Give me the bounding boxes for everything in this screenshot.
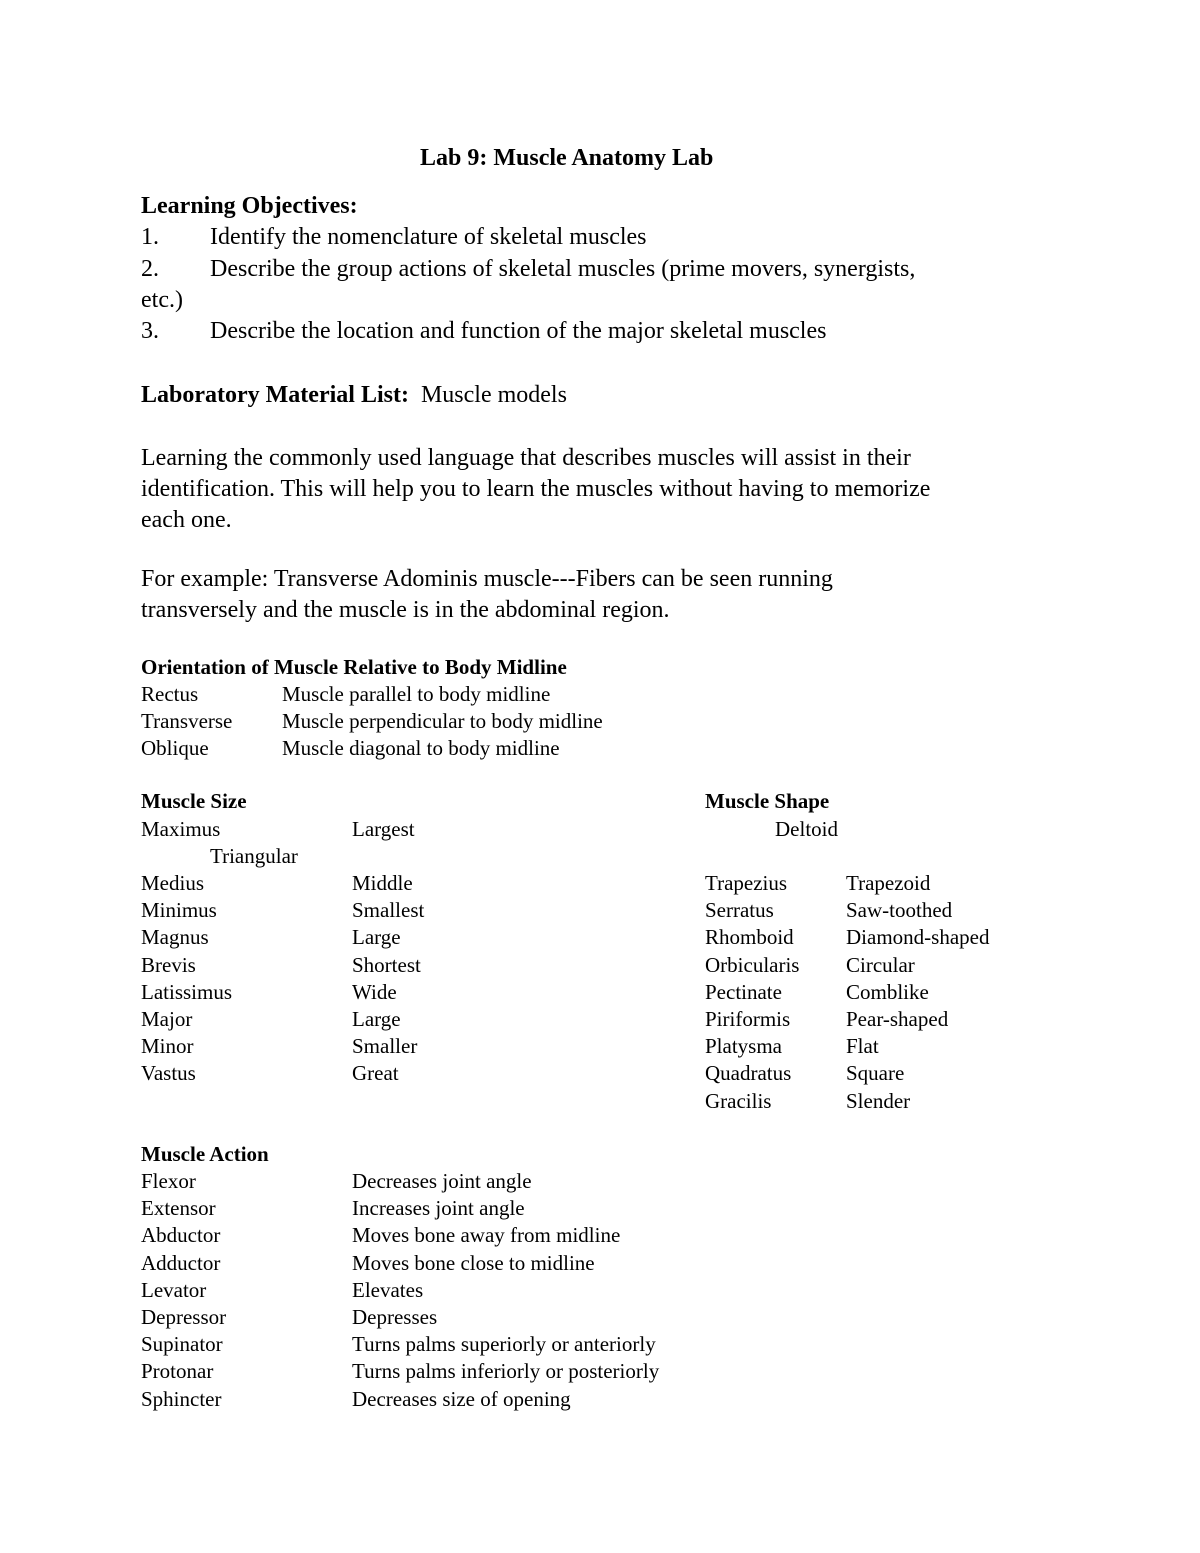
term-cell: Trapezius (705, 871, 788, 895)
term-cell: Quadratus (705, 1061, 792, 1086)
description-cell: Muscle parallel to body midline (282, 682, 551, 706)
term-cell: Minimus (141, 898, 217, 923)
shape-heading: Muscle Shape (705, 789, 830, 813)
description-cell: Turns palms inferiorly or posteriorly (352, 1359, 660, 1384)
term-cell: Protonar (141, 1359, 214, 1384)
description-cell: Comblike (846, 979, 929, 1004)
term-cell: Latissimus (141, 979, 233, 1004)
objective-text: Identify the nomenclature of skeletal muscles (210, 224, 647, 250)
materials-line (141, 380, 567, 411)
description-cell: Flat (846, 1034, 879, 1059)
size-heading: Muscle Size (141, 789, 247, 813)
term-cell: Maximus (141, 817, 221, 841)
term-cell: Transverse (141, 709, 233, 733)
description-cell: Trapezoid (846, 871, 931, 895)
action-heading: Muscle Action (141, 1142, 269, 1166)
description-cell: Decreases joint angle (352, 1169, 532, 1193)
description-cell: Square (846, 1061, 905, 1086)
term-cell: Rectus (141, 682, 199, 706)
description-cell: Turns palms superiorly or anteriorly (352, 1332, 656, 1357)
intro-line: each one. (141, 507, 232, 533)
description-cell: Wide (352, 979, 397, 1004)
description-cell: Large (352, 925, 401, 950)
objective-text: Describe the location and function of the major skeletal muscles (210, 318, 827, 344)
term-cell: Sphincter (141, 1386, 222, 1411)
objective-number: 1. (141, 224, 159, 250)
description-cell: Middle (352, 871, 413, 895)
intro-line: identification. This will help you to learn the muscles without having to memorize (141, 476, 931, 502)
description-cell: Slender (846, 1088, 911, 1113)
description-cell: Elevates (352, 1277, 424, 1302)
page-title: Lab 9: Muscle Anatomy Lab (420, 145, 714, 171)
description-cell: Saw-toothed (846, 898, 953, 923)
description-cell: Decreases size of opening (352, 1386, 571, 1411)
term-cell: Levator (141, 1277, 207, 1302)
description-cell: Muscle perpendicular to body midline (282, 709, 603, 733)
materials-value: Muscle models (420, 382, 567, 408)
term-cell: Brevis (141, 952, 196, 977)
shape-deltoid-term: Deltoid (775, 817, 838, 841)
term-cell: Flexor (141, 1169, 196, 1193)
description-cell: Diamond-shaped (846, 925, 990, 950)
description-cell: Smaller (352, 1034, 418, 1059)
description-cell: Moves bone away from midline (352, 1223, 621, 1248)
shape-deltoid-desc: Triangular (210, 844, 298, 868)
term-cell: Major (141, 1007, 193, 1031)
term-cell: Supinator (141, 1332, 223, 1357)
description-cell: Great (352, 1061, 399, 1086)
term-cell: Magnus (141, 925, 209, 950)
example-line: For example: Transverse Adominis muscle---Fibers can be seen running (141, 566, 833, 592)
description-cell: Large (352, 1007, 401, 1031)
term-cell: Minor (141, 1034, 194, 1059)
description-cell: Shortest (352, 952, 421, 977)
description-cell: Smallest (352, 898, 425, 923)
intro-line: Learning the commonly used language that describes muscles will assist in their (141, 445, 911, 471)
term-cell: Adductor (141, 1250, 221, 1275)
term-cell: Orbicularis (705, 952, 800, 977)
term-cell: Rhomboid (705, 925, 794, 950)
example-line: transversely and the muscle is in the abdominal region. (141, 597, 670, 623)
term-cell: Serratus (705, 898, 774, 923)
orientation-heading: Orientation of Muscle Relative to Body Midline (141, 655, 567, 679)
description-cell: Moves bone close to midline (352, 1250, 595, 1275)
description-cell: Muscle diagonal to body midline (282, 736, 560, 760)
term-cell: Extensor (141, 1196, 216, 1221)
objective-text-continued: etc.) (141, 287, 183, 313)
objective-number: 3. (141, 318, 159, 344)
term-cell: Pectinate (705, 979, 782, 1004)
term-cell: Platysma (705, 1034, 782, 1059)
term-cell: Oblique (141, 736, 209, 760)
description-cell: Increases joint angle (352, 1196, 525, 1221)
description-cell: Depresses (352, 1305, 438, 1329)
term-cell: Medius (141, 871, 204, 895)
term-cell: Gracilis (705, 1088, 772, 1113)
term-cell: Abductor (141, 1223, 221, 1248)
term-cell: Piriformis (705, 1007, 791, 1031)
objectives-heading: Learning Objectives: (141, 193, 358, 219)
description-cell: Largest (352, 817, 415, 841)
objective-number: 2. (141, 256, 159, 282)
description-cell: Circular (846, 952, 915, 977)
materials-label: Laboratory Material List: (141, 382, 409, 408)
description-cell: Pear-shaped (846, 1007, 949, 1031)
objective-text: Describe the group actions of skeletal muscles (prime movers, synergists, (210, 256, 916, 282)
term-cell: Depressor (141, 1305, 227, 1329)
term-cell: Vastus (141, 1061, 196, 1086)
